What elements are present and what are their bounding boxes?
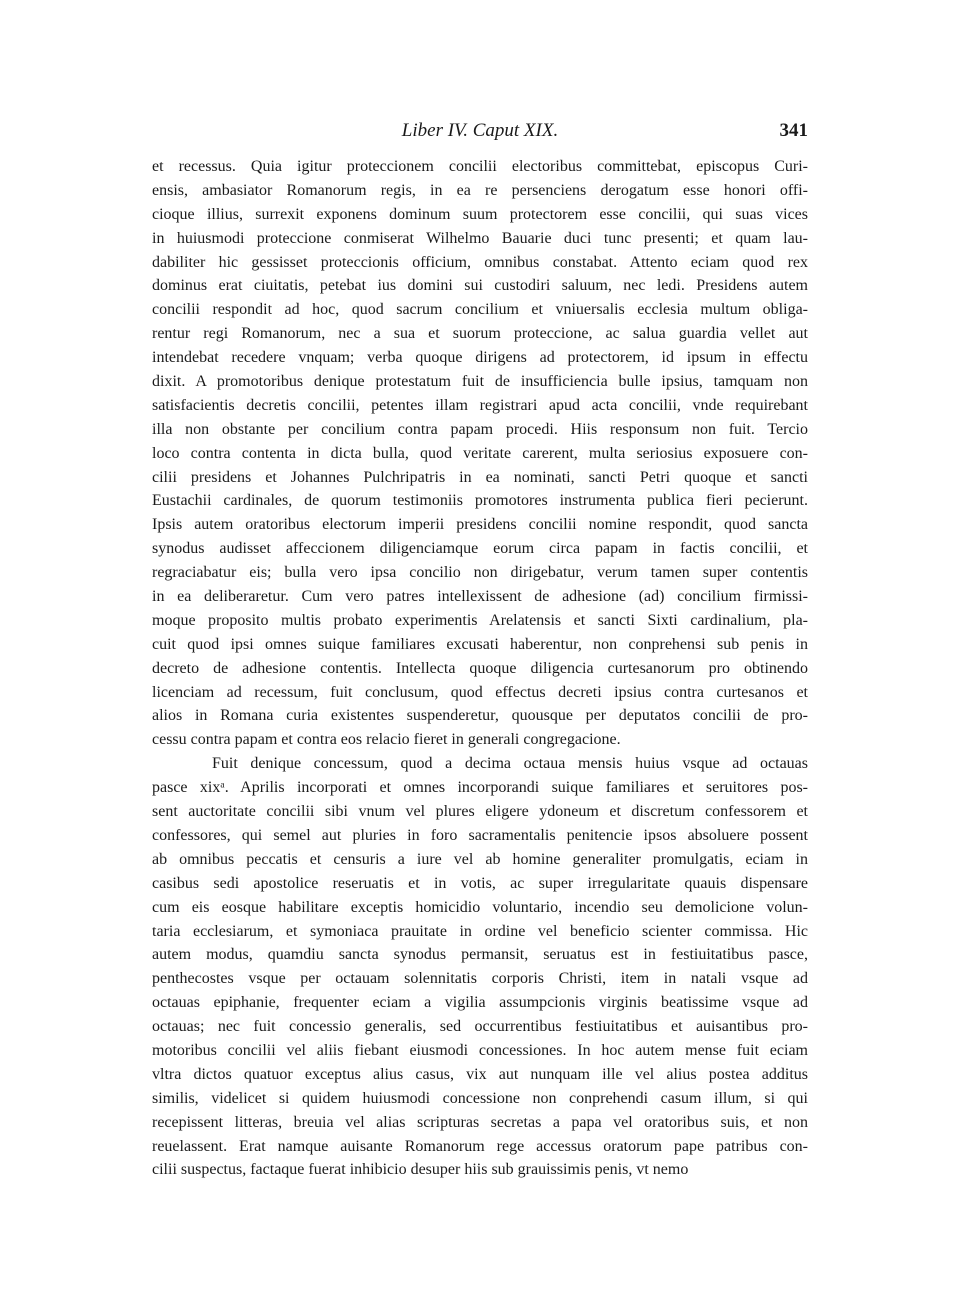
text-line: cilii presidens et Johannes Pulchripatris in ea nominati, sancti Petri quoque et sancti (152, 468, 808, 486)
text-line: vltra dictos quatuor exceptus alius casus, vix aut nunquam ille vel alius postea additus (152, 1065, 808, 1083)
text-line: ab omnibus peccatis et censuris a iure vel ab homine generaliter promulgatis, eciam in (152, 850, 808, 868)
text-line: alios in Romana curia existentes suspenderetur, quousque per deputatos concilii de pro- (152, 707, 808, 725)
text-line: dabiliter hic gessisset proteccionis officium, omnibus constabat. Attento eciam quod rex (152, 253, 808, 271)
text-line: recepissent litteras, breuia vel alias scripturas secretas a papa vel oratoribus suis, et non (152, 1113, 808, 1131)
text-line: motoribus concilii vel aliis fiebant eiusmodi concessiones. In hoc autem mense fuit eciam (152, 1041, 808, 1059)
text-line: ensis, ambasiator Romanorum regis, in ea re persenciens derogatum esse honori offi- (152, 181, 808, 199)
text-line: licenciam ad recessum, fuit conclusum, quod effectus decreti ipsius contra curtesanos et (152, 683, 808, 701)
text-line: similis, videlicet si quidem huiusmodi concessione non conprehendi casum illum, si qui (152, 1089, 808, 1107)
text-line: in ea deliberaretur. Cum vero patres intellexissent de adhesione (ad) concilium firmissi- (152, 588, 808, 606)
text-line: Ipsis autem oratoribus electorum imperii presidens concilii nomine respondit, quod sancta (152, 516, 808, 534)
body-text (152, 155, 808, 1182)
text-line: illa non obstante per concilium contra papam procedi. Hiis responsum non fuit. Tercio (152, 420, 808, 438)
text-line: cum eis eosque habilitare exceptis homicidio voluntario, incendio seu demolicione volun- (152, 898, 808, 916)
text-line: concilii respondit ad hoc, quod sacrum concilium et vniuersalis ecclesia multum obliga- (152, 301, 808, 319)
text-line: cilii suspectus, factaque fuerat inhibicio desuper hiis sub grauissimis penis, vt nemo (152, 1161, 689, 1179)
text-line: intendebat recedere vnquam; verba quoque dirigens ad protectorem, id ipsum in effectu (152, 349, 808, 367)
text-line: decreto de adhesione contentis. Intellecta quoque diligencia curtesanorum pro obtinendo (152, 659, 808, 677)
page-number: 341 (779, 120, 808, 141)
text-line: octauas; nec fuit concessio generalis, sed occurrentibus festiuitatibus et auisantibus pro- (152, 1018, 808, 1036)
text-line: cessu contra papam et contra eos relacio fieret in generali congregacione. (152, 731, 621, 749)
text-line: penthecostes vsque per octauam solennitatis corporis Christi, item in natali vsque ad (152, 970, 808, 988)
text-line: sent auctoritate concilii sibi vnum vel plures eligere ydoneum et discretum confessorem et (152, 803, 808, 821)
text-line: Fuit denique concessum, quod a decima octaua mensis huius vsque ad octauas (212, 755, 808, 773)
text-line: loco contra contenta in dicta bulla, quod veritate carerent, multa seriosius exposuere con- (152, 444, 808, 462)
running-head (152, 118, 808, 144)
text-line: in huiusmodi proteccione conmiserat Wilhelmo Bauarie duci tunc presenti; et quam lau- (152, 229, 808, 247)
text-line: autem modus, quamdiu sancta synodus permansit, seruatus est in festiuitatibus pasce, (152, 946, 808, 964)
text-line: moque proposito multis probato experimentis Arelatensis et sancti Sixti cardinalium, pla- (152, 611, 808, 629)
text-line: et recessus. Quia igitur proteccionem concilii electoribus committebat, episcopus Curi- (152, 158, 808, 175)
running-title: Liber IV. Caput XIX. (401, 120, 559, 141)
text-line: octauas epiphanie, frequenter eciam a vigilia assumpcionis virginis beatissime vsque ad (152, 994, 808, 1012)
text-line: regraciabatur eis; bulla vero ipsa concilio non dirigebatur, verum tamen super contentis (152, 564, 808, 582)
text-line: synodus audisset affeccionem diligenciamque eorum circa papam in factis concilii, et (152, 540, 808, 558)
text-line: rentur regi Romanorum, nec a sua et suorum proteccione, ac salua guardia vellet aut (152, 325, 808, 343)
text-line: cuit quod ipsi omnes suique familiares excusati haberentur, non conprehensi sub penis in (152, 635, 808, 653)
text-line: pasce xixᵃ. Aprilis incorporati et omnes incorporandi suique familiares et seruitores pos- (152, 779, 808, 797)
text-line: cioque illius, surrexit exponens dominum suum protectorem esse concilii, qui suas vices (152, 205, 808, 223)
text-line: confessores, qui semel aut pluries in foro sacramentalis penitencie ipsos absoluere possent (152, 826, 808, 844)
text-line: reuelassent. Erat namque auisante Romanorum rege accessus oratorum pape patribus con- (152, 1137, 808, 1155)
text-line: Eustachii cardinales, de quorum testimoniis promotores instrumenta publica fieri pecierunt. (152, 492, 808, 510)
text-line: dominus erat ciuitatis, petebat ius domini sui custodiri saluum, nec ledi. Presidens autem (152, 277, 808, 295)
text-line: casibus sedi apostolice reseruatis et in votis, ac super irregularitate quauis dispensare (152, 874, 808, 892)
text-line: taria ecclesiarum, et symoniaca prauitate in ordine vel beneficio scienter commissa. Hic (152, 922, 808, 940)
text-line: dixit. A promotoribus denique protestatum fuit de insufficiencia bulle ipsius, tamquam non (152, 373, 808, 391)
text-line: satisfacientis decretis concilii, petentes illam registrari apud acta concilii, vnde requirebant (152, 396, 808, 414)
